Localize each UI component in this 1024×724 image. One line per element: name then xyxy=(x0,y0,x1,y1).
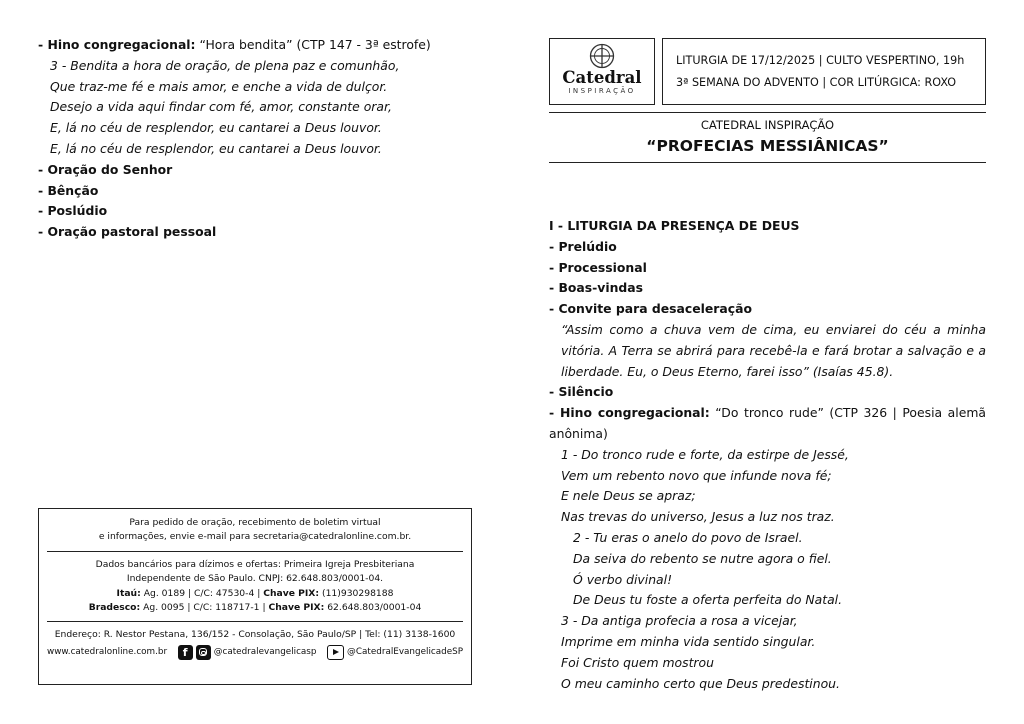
itau-line xyxy=(47,587,463,601)
title-rule-bottom xyxy=(549,162,986,163)
instagram-icon[interactable] xyxy=(196,645,211,660)
liturgy-item: - Processional xyxy=(549,259,647,275)
pix-value: 62.648.803/0001-04 xyxy=(324,602,422,614)
verse-line: Desejo a vida aqui findar com fé, amor, constante orar, xyxy=(50,99,392,115)
hymn-info: “Hora bendita” (CTP 147 - 3ª estrofe) xyxy=(195,37,431,52)
youtube-handle[interactable]: @CatedralEvangelicadeSP xyxy=(347,647,463,658)
logo-name: Catedral xyxy=(562,68,642,87)
hymn-heading-right xyxy=(549,403,986,445)
logo-box xyxy=(549,38,655,105)
social-handles xyxy=(178,645,317,660)
social-row xyxy=(39,645,471,660)
verse-line: E, lá no céu de resplendor, eu cantarei a Deus louvor. xyxy=(50,120,382,136)
verse-line: Foi Cristo quem mostrou xyxy=(561,654,714,670)
website-link[interactable]: www.catedralonline.com.br xyxy=(47,647,168,658)
liturgy-item: - Convite para desaceleração xyxy=(549,301,752,317)
bank-section xyxy=(39,558,471,616)
divider xyxy=(47,621,463,622)
hymn-label: - Hino congregacional: xyxy=(38,37,196,52)
section-title: I - LITURGIA DA PRESENÇA DE DEUS xyxy=(549,218,800,233)
pix-label: Chave PIX: xyxy=(263,587,320,599)
bradesco-label: Bradesco: xyxy=(88,602,141,614)
verse-line: Da seiva do rebento se nutre agora o fiel. xyxy=(573,550,832,566)
youtube-handle-group xyxy=(327,645,463,660)
liturgy-info-box xyxy=(662,38,986,105)
church-name: CATEDRAL INSPIRAÇÃO xyxy=(700,118,835,132)
verse-line: 2 - Tu eras o anelo do povo de Israel. xyxy=(573,529,803,545)
hymn-label: - Hino congregacional: xyxy=(549,405,710,421)
pix-value: (11)930298188 xyxy=(319,587,394,599)
contact-info-box xyxy=(38,508,472,685)
cross-emblem-icon xyxy=(589,43,615,69)
liturgy-item: - Oração do Senhor xyxy=(38,161,173,177)
itau-info: Ag. 0189 | C/C: 47530-4 | xyxy=(140,587,264,599)
liturgy-item: - Silêncio xyxy=(549,384,614,400)
verse-line: E nele Deus se apraz; xyxy=(561,488,696,504)
divider xyxy=(47,551,463,552)
verse-line: E, lá no céu de resplendor, eu cantarei a Deus louvor. xyxy=(50,140,382,156)
liturgy-item: - Bênção xyxy=(38,182,99,198)
verse-line: Ó verbo divinal! xyxy=(573,571,673,587)
verse-line: 1 - Do tronco rude e forte, da estirpe de Jessé, xyxy=(561,446,849,462)
prayer-line: Para pedido de oração, recebimento de boletim virtual xyxy=(129,517,381,528)
liturgy-item: - Poslúdio xyxy=(38,203,108,219)
verse-line: O meu caminho certo que Deus predestinou. xyxy=(561,675,840,691)
verse-line: Imprime em minha vida sentido singular. xyxy=(561,633,816,649)
hymn-heading-left xyxy=(38,35,478,56)
verse-line: De Deus tu foste a oferta perfeita do Natal. xyxy=(573,592,843,608)
bradesco-line xyxy=(47,601,463,615)
facebook-icon[interactable]: f xyxy=(178,645,193,660)
right-column xyxy=(549,216,986,694)
sermon-title: “PROFECIAS MESSIÂNICAS” xyxy=(646,137,889,155)
prayer-request-section xyxy=(39,516,471,545)
prayer-email-line: e informações, envie e-mail para secretaria@catedralonline.com.br. xyxy=(98,531,412,543)
address-line: Endereço: R. Nestor Pestana, 136/152 - Consolação, São Paulo/SP | Tel: (11) 3138-1600 xyxy=(54,629,456,641)
logo-subtitle: INSPIRAÇÃO xyxy=(568,87,636,95)
itau-label: Itaú: xyxy=(116,587,141,599)
verse-line: Que traz-me fé e mais amor, e enche a vida de dulçor. xyxy=(50,78,388,94)
bradesco-info: Ag. 0095 | C/C: 118717-1 | xyxy=(140,602,269,614)
verse-line: Nas trevas do universo, Jesus a luz nos traz. xyxy=(561,509,835,525)
liturgy-item: - Oração pastoral pessoal xyxy=(38,224,217,240)
quote-reference: (Isaías 45.8). xyxy=(808,363,894,379)
quote-text: “Assim como a chuva vem de cima, eu enviarei do céu a minha vitória. A Terra se abrirá para recebê-la e fará brotar a salvação e a liberdade. Eu, o Deus Eterno, farei isso” xyxy=(561,321,986,379)
verse-line: 3 - Bendita a hora de oração, de plena paz e comunhão, xyxy=(50,57,400,73)
scripture-quote xyxy=(549,320,986,382)
liturgy-date-line: LITURGIA DE 17/12/2025 | CULTO VESPERTINO, 19h xyxy=(676,53,965,67)
hymn-info: “Do tronco rude” (CTP 326 | Poesia alemã anônima) xyxy=(549,405,986,441)
bank-line: Dados bancários para dízimos e ofertas: Primeira Igreja Presbiteriana xyxy=(95,558,415,570)
liturgy-item: - Prelúdio xyxy=(549,238,617,254)
left-column xyxy=(38,35,478,243)
liturgy-item: - Boas-vindas xyxy=(549,280,644,296)
bank-line: Independente de São Paulo. CNPJ: 62.648.803/0001-04. xyxy=(126,573,384,585)
social-handle[interactable]: @catedralevangelicasp xyxy=(213,647,317,658)
advent-week-line: 3ª SEMANA DO ADVENTO | COR LITÚRGICA: ROXO xyxy=(676,75,957,89)
pix-label: Chave PIX: xyxy=(268,602,325,614)
verse-line: Vem um rebento novo que infunde nova fé; xyxy=(561,467,832,483)
youtube-icon[interactable] xyxy=(327,645,344,660)
verse-line: 3 - Da antiga profecia a rosa a vicejar, xyxy=(561,613,798,629)
title-rule-top xyxy=(549,112,986,113)
